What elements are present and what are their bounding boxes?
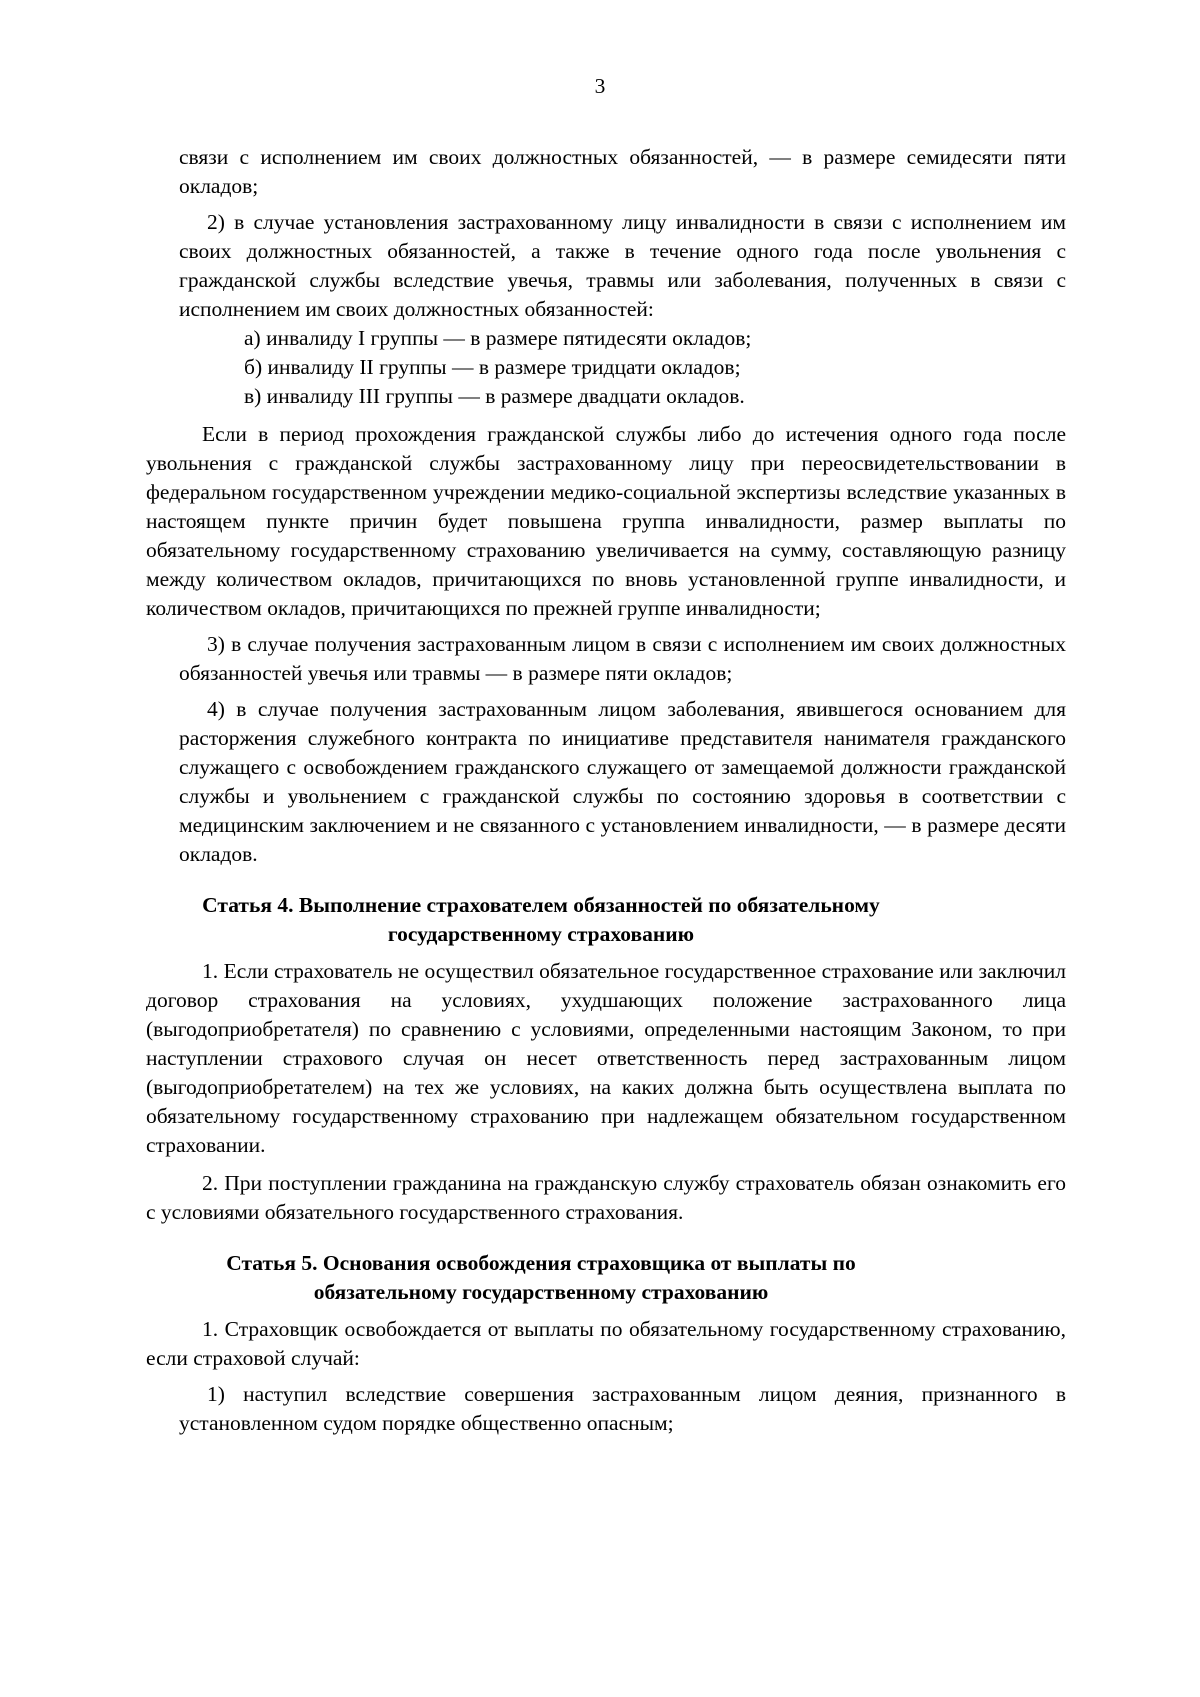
sub-item-a: а) инвалиду I группы — в размере пятидесяти окладов; — [244, 326, 752, 350]
article-4-title-line-2: государственному страхованию — [387, 922, 695, 946]
article-5-title-line-2: обязательному государственному страхованию — [313, 1280, 769, 1304]
article-5-paragraph-1: 1. Страховщик освобождается от выплаты по обязательному государственному страхованию, если страховой случай: — [146, 1317, 1066, 1370]
paragraph-disability-increase: Если в период прохождения гражданской службы либо до истечения одного года после увольнения с гражданской службы застрахованному лицу при переосвидетельствовании в федеральном государственном учреждении медико-социальной экспертизы вследствие указанных в настоящем пункте причин будет повышена группа инвалидности, размер выплаты по обязательному государственному страхованию увеличивается на сумму, составляющую разницу между количеством окладов, причитающихся по вновь установленной группе инвалидности, и количеством окладов, причитающихся по прежней группе инвалидности; — [146, 422, 1066, 620]
article-5-heading — [146, 1249, 1066, 1307]
article-4-heading — [146, 891, 1066, 949]
document-body — [146, 143, 1066, 1438]
article-4-paragraph-2: 2. При поступлении гражданина на гражданскую службу страхователь обязан ознакомить его с условиями обязательного государственного страхования. — [146, 1171, 1066, 1224]
paragraph-continuation: связи с исполнением им своих должностных обязанностей, — в размере семидесяти пяти окладов; — [179, 145, 1066, 198]
article-5-list-item-1: 1) наступил вследствие совершения застрахованным лицом деяния, признанного в установленном судом порядке общественно опасным; — [179, 1382, 1066, 1435]
page-number: 3 — [594, 74, 606, 98]
list-item-2: 2) в случае установления застрахованному лицу инвалидности в связи с исполнением им своих должностных обязанностей, а также в течение одного года после увольнения с гражданской службы вследствие увечья, травмы или заболевания, полученных в связи с исполнением им своих должностных обязанностей: — [179, 210, 1066, 321]
list-item-4: 4) в случае получения застрахованным лицом заболевания, явившегося основанием для расторжения служебного контракта по инициативе представителя нанимателя гражданского служащего с освобождением гражданского служащего от замещаемой должности гражданской службы и увольнением с гражданской службы по состоянию здоровья в соответствии с медицинским заключением и не связанного с установлением инвалидности, — в размере десяти окладов. — [179, 697, 1066, 866]
sub-item-c: в) инвалиду III группы — в размере двадцати окладов. — [244, 384, 745, 408]
list-item-3: 3) в случае получения застрахованным лицом в связи с исполнением им своих должностных обязанностей увечья или травмы — в размере пяти окладов; — [179, 632, 1066, 685]
article-4-title-line-1: Статья 4. Выполнение страхователем обязанностей по обязательному — [202, 893, 880, 917]
sub-item-b: б) инвалиду II группы — в размере тридцати окладов; — [244, 355, 741, 379]
article-5-title-line-1: Статья 5. Основания освобождения страховщика от выплаты по — [226, 1251, 856, 1275]
article-4-paragraph-1: 1. Если страхователь не осуществил обязательное государственное страхование или заключил договор страхования на условиях, ухудшающих положение застрахованного лица (выгодоприобретателя) по сравнению с условиями, определенными настоящим Законом, то при наступлении страхового случая он несет ответственность перед застрахованным лицом (выгодоприобретателем) на тех же условиях, на каких должна быть осуществлена выплата по обязательному государственному страхованию при надлежащем обязательном государственном страховании. — [146, 959, 1066, 1157]
